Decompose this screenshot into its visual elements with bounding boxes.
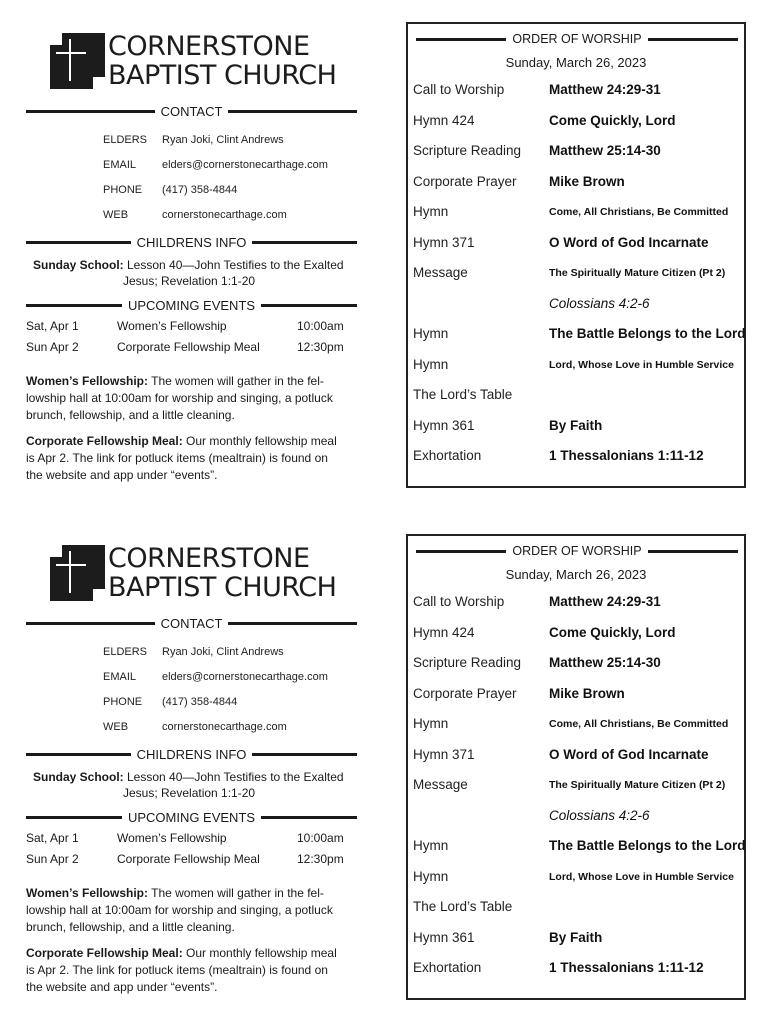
worship-item-label: Message	[413, 265, 468, 280]
childrens-heading-label: CHILDRENS INFO	[136, 234, 247, 250]
worship-item-label: Hymn 371	[413, 234, 475, 250]
worship-item	[413, 357, 743, 377]
event-date: Sun Apr 2	[26, 852, 79, 866]
event-name: Women’s Fellowship	[117, 319, 227, 333]
sunday-school-line2: Jesus; Revelation 1:1-20	[123, 786, 256, 800]
event-name: Corporate Fellowship Meal	[117, 340, 260, 354]
event-time: 10:00am	[297, 831, 344, 845]
meal-text-1: Our monthly fellowship meal	[182, 434, 337, 448]
meal-text-2: is Apr 2. The link for potluck items (mealtrain) is found on	[26, 963, 328, 977]
worship-item-value: O Word of God Incarnate	[549, 746, 709, 762]
womens-text-3: brunch, fellowship, and a little cleaning.	[26, 920, 235, 934]
worship-item	[413, 235, 743, 255]
worship-item-value: The Battle Belongs to the Lord	[549, 326, 746, 341]
worship-item	[413, 326, 746, 346]
contact-value: (417) 358-4844	[162, 696, 238, 708]
worship-item-value: Colossians 4:2-6	[549, 295, 650, 311]
order-of-worship-box	[406, 534, 746, 1000]
contact-label: EMAIL	[103, 159, 137, 171]
worship-item-value: Matthew 25:14-30	[549, 655, 661, 670]
sunday-school-label: Sunday School:	[33, 258, 124, 272]
worship-heading-label: ORDER OF WORSHIP	[512, 544, 642, 558]
womens-fellowship-label: Women’s Fellowship:	[26, 886, 149, 900]
worship-item	[413, 143, 743, 163]
worship-item-label: The Lord’s Table	[413, 899, 513, 914]
worship-item	[413, 174, 743, 194]
worship-item	[413, 808, 743, 828]
worship-item-label: Hymn	[413, 204, 449, 219]
church-name	[108, 544, 336, 602]
worship-item-label: Hymn	[413, 326, 449, 341]
worship-item-value: The Spiritually Mature Citizen (Pt 2)	[549, 779, 726, 791]
contact-label: WEB	[103, 209, 129, 221]
church-name	[108, 32, 336, 90]
church-name-line1: CORNERSTONE	[108, 543, 310, 574]
fellowship-meal-label: Corporate Fellowship Meal:	[26, 946, 183, 960]
contact-value[interactable]: elders@cornerstonecarthage.com	[162, 671, 328, 683]
worship-item	[413, 686, 743, 706]
worship-item	[413, 869, 743, 889]
worship-item-label: Hymn 361	[413, 929, 475, 945]
worship-item	[413, 418, 743, 438]
cross-logo-icon	[50, 545, 105, 601]
events-heading-label: UPCOMING EVENTS	[127, 297, 256, 313]
fellowship-meal-note	[26, 433, 360, 484]
bulletin-copy-2	[0, 512, 770, 1024]
meal-text-3: the website and app under “events”.	[26, 980, 218, 994]
worship-item-value: 1 Thessalonians 1:11-12	[549, 960, 704, 975]
worship-item-value: Come, All Christians, Be Committed	[549, 718, 729, 730]
church-logo	[50, 545, 350, 603]
worship-item	[413, 82, 743, 102]
worship-item	[413, 838, 746, 858]
worship-heading-label: ORDER OF WORSHIP	[512, 32, 642, 46]
contact-value: (417) 358-4844	[162, 184, 238, 196]
meal-text-2: is Apr 2. The link for potluck items (mealtrain) is found on	[26, 451, 328, 465]
events-heading	[26, 296, 357, 314]
worship-item	[413, 113, 743, 133]
worship-item	[413, 296, 743, 316]
worship-item	[413, 747, 743, 767]
womens-text-3: brunch, fellowship, and a little cleaning.	[26, 408, 235, 422]
contact-heading	[26, 614, 357, 632]
worship-item	[413, 930, 743, 950]
worship-item-value: Come Quickly, Lord	[549, 112, 676, 128]
worship-item	[413, 655, 743, 675]
worship-item	[413, 960, 743, 980]
womens-text-1: The women will gather in the fel-	[148, 374, 324, 388]
childrens-heading	[26, 745, 357, 763]
worship-item-label: The Lord’s Table	[413, 387, 513, 402]
worship-item-value: By Faith	[549, 929, 603, 945]
sunday-school-label: Sunday School:	[33, 770, 124, 784]
worship-item-label: Hymn	[413, 838, 449, 853]
contact-label: EMAIL	[103, 671, 137, 683]
church-logo	[50, 33, 350, 91]
worship-item	[413, 625, 743, 645]
worship-item	[413, 387, 743, 407]
fellowship-meal-label: Corporate Fellowship Meal:	[26, 434, 183, 448]
church-name-line2: BAPTIST CHURCH	[108, 572, 337, 603]
contact-value[interactable]: elders@cornerstonecarthage.com	[162, 159, 328, 171]
womens-fellowship-note	[26, 885, 360, 936]
worship-item-value: Mike Brown	[549, 173, 625, 189]
worship-item-value: Come Quickly, Lord	[549, 624, 676, 640]
worship-item-label: Corporate Prayer	[413, 685, 517, 701]
sunday-school-line2: Jesus; Revelation 1:1-20	[123, 274, 256, 288]
worship-item-label: Hymn 371	[413, 746, 475, 762]
events-heading	[26, 808, 357, 826]
contact-heading-label: CONTACT	[160, 615, 223, 631]
worship-item-label: Message	[413, 777, 468, 792]
worship-item-value: Come, All Christians, Be Committed	[549, 206, 729, 218]
worship-item-label: Hymn	[413, 716, 449, 731]
contact-value[interactable]: cornerstonecarthage.com	[162, 209, 287, 221]
worship-item-label: Call to Worship	[413, 82, 505, 97]
womens-fellowship-label: Women’s Fellowship:	[26, 374, 149, 388]
event-date: Sun Apr 2	[26, 340, 79, 354]
sunday-school-line1: Lesson 40—John Testifies to the Exalted	[127, 258, 344, 272]
worship-item	[413, 204, 743, 224]
worship-item-label: Scripture Reading	[413, 143, 522, 158]
worship-item-value: Lord, Whose Love in Humble Service	[549, 870, 734, 883]
womens-text-2: lowship hall at 10:00am for worship and singing, a potluck	[26, 391, 333, 405]
worship-item-label: Hymn	[413, 356, 449, 372]
worship-item-value: Matthew 25:14-30	[549, 143, 661, 158]
sunday-school-line1: Lesson 40—John Testifies to the Exalted	[127, 770, 344, 784]
contact-heading-label: CONTACT	[160, 103, 223, 119]
worship-item-value: Mike Brown	[549, 685, 625, 701]
contact-label: ELDERS	[103, 134, 148, 146]
worship-item-value: The Battle Belongs to the Lord	[549, 838, 746, 853]
worship-item-label: Exhortation	[413, 448, 482, 463]
contact-value[interactable]: cornerstonecarthage.com	[162, 721, 287, 733]
event-row	[26, 831, 357, 847]
worship-item-value: The Spiritually Mature Citizen (Pt 2)	[549, 267, 726, 279]
worship-item	[413, 777, 743, 797]
church-name-line1: CORNERSTONE	[108, 31, 310, 62]
worship-item-label: Hymn 361	[413, 417, 475, 433]
contact-label: WEB	[103, 721, 129, 733]
worship-item-value: O Word of God Incarnate	[549, 234, 709, 250]
womens-text-2: lowship hall at 10:00am for worship and singing, a potluck	[26, 903, 333, 917]
worship-item-label: Exhortation	[413, 960, 482, 975]
event-row	[26, 852, 357, 868]
worship-heading	[416, 542, 738, 560]
fellowship-meal-note	[26, 945, 360, 996]
worship-item	[413, 899, 743, 919]
worship-item-label: Hymn 424	[413, 112, 475, 128]
event-date: Sat, Apr 1	[26, 831, 79, 845]
event-row	[26, 319, 357, 335]
worship-item	[413, 265, 743, 285]
womens-fellowship-note	[26, 373, 360, 424]
worship-item-value: Matthew 24:29-31	[549, 594, 661, 609]
contact-heading	[26, 102, 357, 120]
meal-text-1: Our monthly fellowship meal	[182, 946, 337, 960]
worship-item-label: Corporate Prayer	[413, 173, 517, 189]
event-time: 12:30pm	[297, 340, 344, 354]
worship-heading	[416, 30, 738, 48]
event-row	[26, 340, 357, 356]
worship-item-label: Call to Worship	[413, 594, 505, 609]
worship-item-value: By Faith	[549, 417, 603, 433]
childrens-heading	[26, 233, 357, 251]
church-name-line2: BAPTIST CHURCH	[108, 60, 337, 91]
contact-label: PHONE	[103, 696, 143, 708]
contact-label: ELDERS	[103, 646, 148, 658]
contact-value: Ryan Joki, Clint Andrews	[162, 134, 284, 146]
womens-text-1: The women will gather in the fel-	[148, 886, 324, 900]
event-name: Corporate Fellowship Meal	[117, 852, 260, 866]
worship-item-label: Hymn	[413, 868, 449, 884]
event-time: 12:30pm	[297, 852, 344, 866]
worship-item-value: Lord, Whose Love in Humble Service	[549, 358, 734, 371]
event-name: Women’s Fellowship	[117, 831, 227, 845]
worship-item-value: Matthew 24:29-31	[549, 82, 661, 97]
worship-item	[413, 594, 743, 614]
worship-item	[413, 716, 743, 736]
contact-label: PHONE	[103, 184, 143, 196]
worship-date: Sunday, March 26, 2023	[505, 567, 647, 582]
worship-item-value: 1 Thessalonians 1:11-12	[549, 448, 704, 463]
worship-item	[413, 448, 743, 468]
meal-text-3: the website and app under “events”.	[26, 468, 218, 482]
cross-logo-icon	[50, 33, 105, 89]
order-of-worship-box	[406, 22, 746, 488]
worship-date: Sunday, March 26, 2023	[505, 55, 647, 70]
worship-item-value: Colossians 4:2-6	[549, 807, 650, 823]
worship-item-label: Hymn 424	[413, 624, 475, 640]
event-date: Sat, Apr 1	[26, 319, 79, 333]
contact-value: Ryan Joki, Clint Andrews	[162, 646, 284, 658]
events-heading-label: UPCOMING EVENTS	[127, 809, 256, 825]
event-time: 10:00am	[297, 319, 344, 333]
worship-item-label: Scripture Reading	[413, 655, 522, 670]
childrens-heading-label: CHILDRENS INFO	[136, 746, 247, 762]
